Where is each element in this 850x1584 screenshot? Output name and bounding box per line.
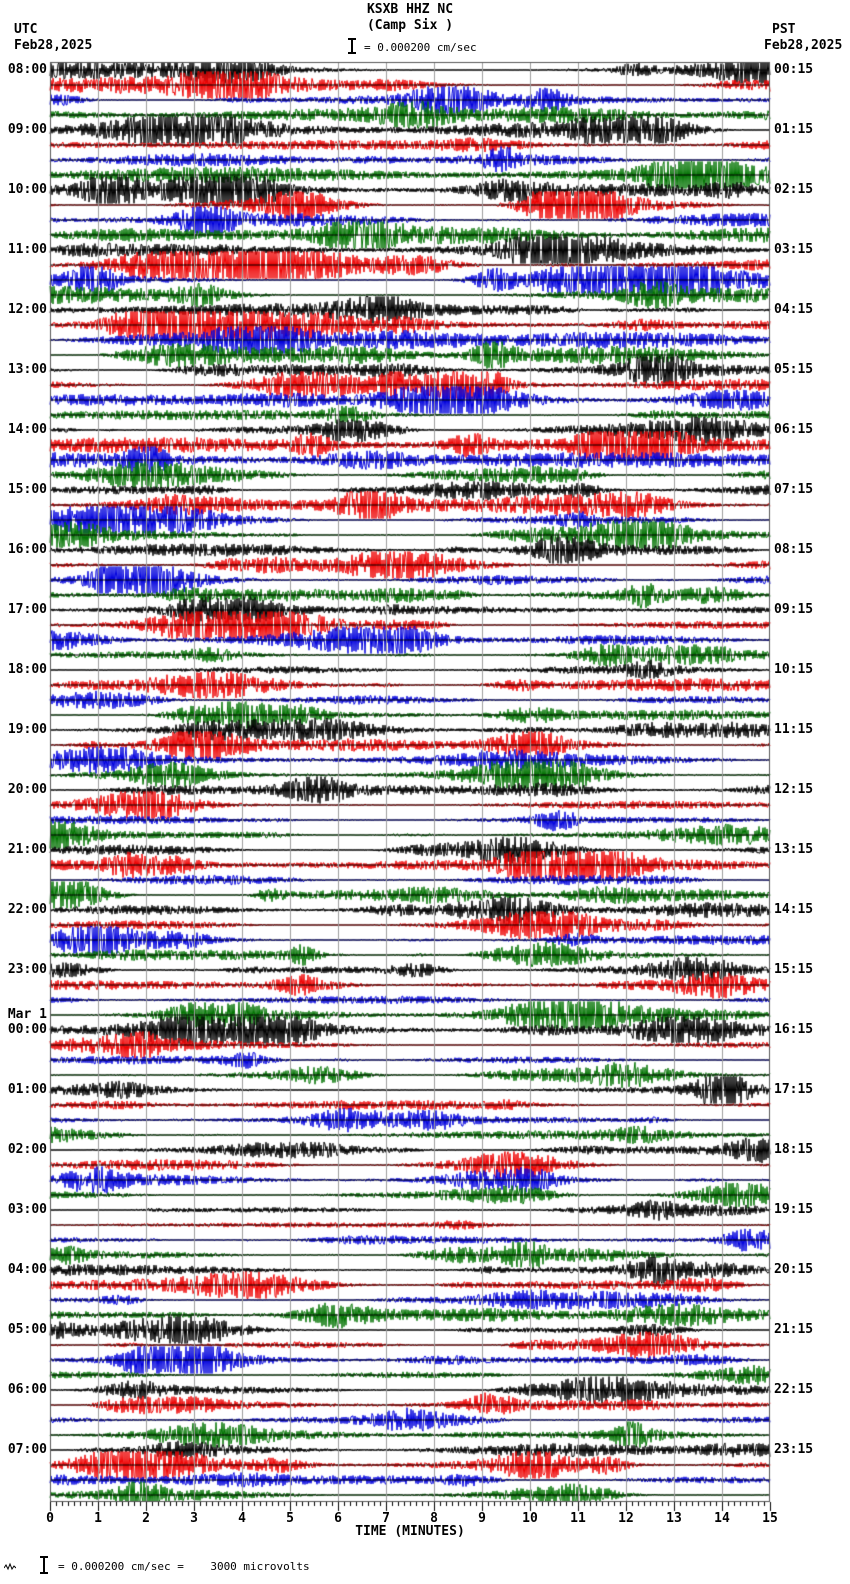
pst-hour-label: 04:15 xyxy=(774,301,814,317)
x-axis-tick-label: 8 xyxy=(430,1511,438,1526)
x-axis-tick-label: 10 xyxy=(522,1511,538,1526)
utc-hour-label: 03:00 xyxy=(7,1201,47,1217)
utc-hour-label: 16:00 xyxy=(7,541,47,557)
utc-hour-label: 06:00 xyxy=(7,1381,47,1397)
utc-hour-label: 01:00 xyxy=(7,1081,47,1097)
x-axis-title: TIME (MINUTES) xyxy=(355,1524,465,1539)
pst-hour-label: 21:15 xyxy=(774,1321,814,1337)
utc-hour-label: 12:00 xyxy=(7,301,47,317)
pst-hour-label: 15:15 xyxy=(774,961,814,977)
utc-hour-label: 11:00 xyxy=(7,241,47,257)
pst-hour-label: 12:15 xyxy=(774,781,814,797)
left-date-label: Feb28,2025 xyxy=(14,38,93,53)
pst-hour-label: 08:15 xyxy=(774,541,814,557)
footer-scale-bar-icon xyxy=(40,1556,48,1574)
date-change-label: Mar 1 xyxy=(7,1006,47,1022)
utc-hour-label: 10:00 xyxy=(7,181,47,197)
utc-hour-label: 02:00 xyxy=(7,1141,47,1157)
pst-hour-label: 09:15 xyxy=(774,601,814,617)
x-axis-tick-label: 5 xyxy=(286,1511,294,1526)
amplitude-scale-label: = 0.000200 cm/sec xyxy=(364,41,477,54)
utc-hour-label: 19:00 xyxy=(7,721,47,737)
utc-hour-label: 23:00 xyxy=(7,961,47,977)
pst-hour-label: 19:15 xyxy=(774,1201,814,1217)
footer-scale-equation: = 0.000200 cm/sec = 3000 microvolts xyxy=(58,1560,310,1573)
x-axis-tick-label: 3 xyxy=(190,1511,198,1526)
right-date-label: Feb28,2025 xyxy=(764,38,843,53)
utc-hour-label: 04:00 xyxy=(7,1261,47,1277)
pst-hour-label: 06:15 xyxy=(774,421,814,437)
utc-hour-label: 21:00 xyxy=(7,841,47,857)
amplitude-scale-bar-icon xyxy=(348,38,356,54)
pst-hour-label: 23:15 xyxy=(774,1441,814,1457)
pst-hour-label: 11:15 xyxy=(774,721,814,737)
pst-hour-label: 20:15 xyxy=(774,1261,814,1277)
pst-hour-label: 00:15 xyxy=(774,61,814,77)
utc-hour-label: 09:00 xyxy=(7,121,47,137)
utc-hour-label: 22:00 xyxy=(7,901,47,917)
station-title: KSXB HHZ NC xyxy=(366,2,454,17)
utc-hour-label: 14:00 xyxy=(7,421,47,437)
x-axis-tick-label: 13 xyxy=(666,1511,682,1526)
pst-hour-label: 02:15 xyxy=(774,181,814,197)
x-axis-tick-label: 11 xyxy=(570,1511,586,1526)
x-axis-tick-label: 0 xyxy=(46,1511,54,1526)
x-axis-tick-label: 12 xyxy=(618,1511,634,1526)
pst-hour-label: 01:15 xyxy=(774,121,814,137)
utc-hour-label: 20:00 xyxy=(7,781,47,797)
utc-hour-label: 17:00 xyxy=(7,601,47,617)
x-axis-tick-label: 2 xyxy=(142,1511,150,1526)
pst-hour-label: 13:15 xyxy=(774,841,814,857)
utc-hour-label: 13:00 xyxy=(7,361,47,377)
left-timezone-label: UTC xyxy=(14,22,38,37)
right-timezone-label: PST xyxy=(772,22,796,37)
x-axis-tick-label: 6 xyxy=(334,1511,342,1526)
x-axis-tick-label: 7 xyxy=(382,1511,390,1526)
waveform-sample-icon xyxy=(4,1562,16,1572)
pst-hour-label: 05:15 xyxy=(774,361,814,377)
pst-hour-label: 16:15 xyxy=(774,1021,814,1037)
utc-hour-label: 15:00 xyxy=(7,481,47,497)
pst-hour-label: 07:15 xyxy=(774,481,814,497)
utc-hour-label: 07:00 xyxy=(7,1441,47,1457)
pst-hour-label: 10:15 xyxy=(774,661,814,677)
utc-hour-label: 00:00 xyxy=(7,1021,47,1037)
utc-hour-label: 05:00 xyxy=(7,1321,47,1337)
x-axis-tick-label: 14 xyxy=(714,1511,730,1526)
station-subtitle: (Camp Six ) xyxy=(366,18,454,33)
x-axis-tick-label: 9 xyxy=(478,1511,486,1526)
pst-hour-label: 18:15 xyxy=(774,1141,814,1157)
utc-hour-label: 08:00 xyxy=(7,61,47,77)
x-axis-tick-label: 1 xyxy=(94,1511,102,1526)
pst-hour-label: 14:15 xyxy=(774,901,814,917)
utc-hour-label: 18:00 xyxy=(7,661,47,677)
pst-hour-label: 03:15 xyxy=(774,241,814,257)
pst-hour-label: 17:15 xyxy=(774,1081,814,1097)
x-axis-tick-label: 4 xyxy=(238,1511,246,1526)
x-axis-tick-label: 15 xyxy=(762,1511,778,1526)
pst-hour-label: 22:15 xyxy=(774,1381,814,1397)
